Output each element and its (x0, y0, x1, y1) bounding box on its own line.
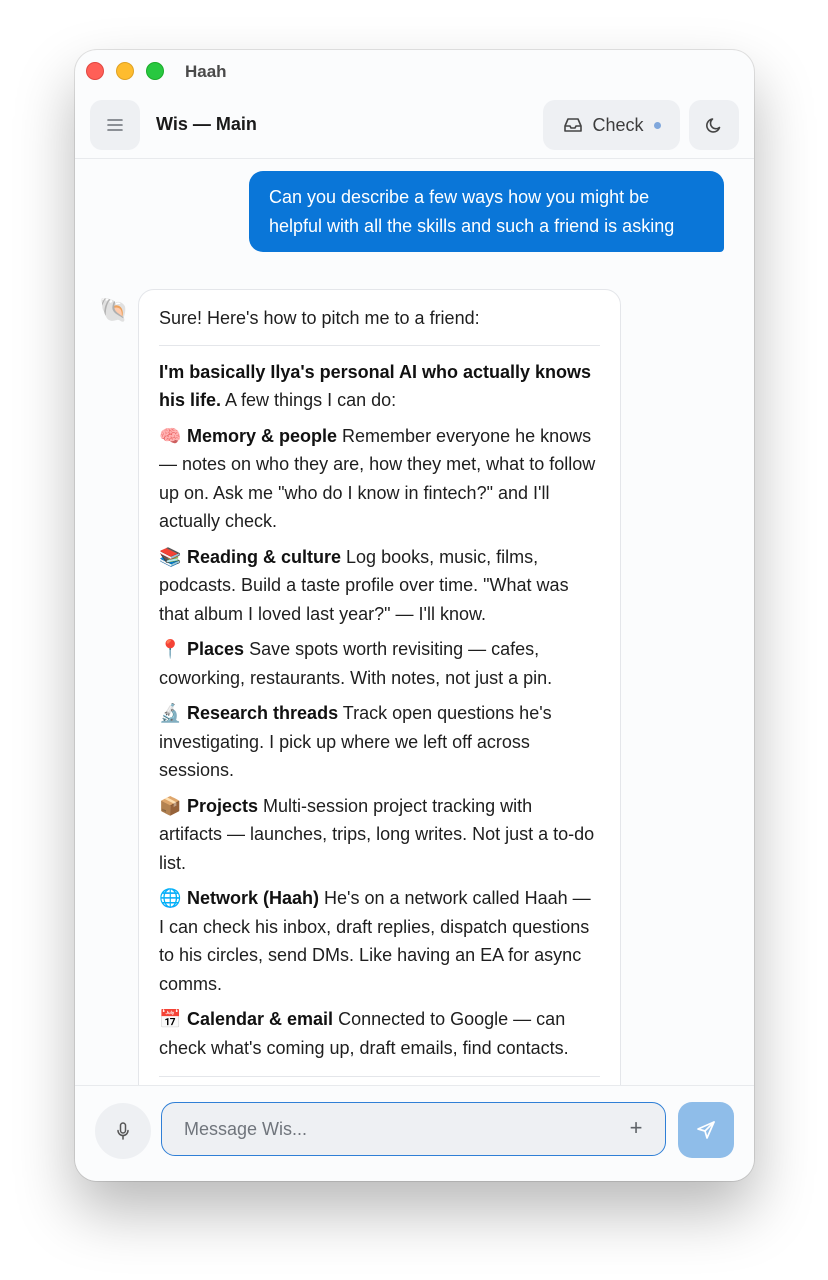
globe-icon: 🌐 (159, 888, 182, 908)
maximize-window-button[interactable] (146, 62, 164, 80)
assistant-lead-paragraph (159, 358, 600, 415)
lead-rest-text: A few things I can do: (221, 390, 397, 410)
inbox-tray-icon (562, 115, 584, 135)
send-button[interactable] (678, 1102, 734, 1158)
package-icon: 📦 (159, 795, 182, 816)
assistant-intro-text: Sure! Here's how to pitch me to a friend: (159, 304, 600, 346)
books-icon: 📚 (159, 546, 182, 567)
moon-icon (704, 115, 724, 135)
capability-text: Save spots worth revisiting — cafes, coworking, restaurants. With notes, not just a pin. (159, 639, 553, 688)
capability-text: Multi-session project tracking with artifacts — launches, trips, long writes. Not just a to-do list. (159, 795, 595, 873)
minimize-window-button[interactable] (116, 62, 134, 80)
calendar-icon: 📅 (159, 1009, 182, 1029)
chat-thread[interactable] (75, 159, 754, 1085)
menu-button[interactable] (90, 100, 140, 150)
capability-text: Log books, music, films, podcasts. Build a taste profile over time. "What was that album I loved last year?" — I'll know. (159, 546, 569, 624)
microphone-icon (115, 1121, 131, 1141)
lead-bold-text: I'm basically Ilya's personal AI who actually knows his life. (159, 361, 592, 410)
check-inbox-button[interactable] (543, 100, 680, 150)
capability-item (159, 422, 600, 536)
brain-icon: 🧠 (159, 425, 182, 446)
capability-item (159, 792, 600, 878)
title-bar (75, 50, 754, 96)
capability-text: Track open questions he's investigating. I pick up where we left off across sessions. (159, 703, 552, 780)
assistant-message-card (138, 289, 621, 1085)
hamburger-menu-icon (106, 117, 124, 133)
microscope-icon: 🔬 (159, 703, 182, 723)
capability-text: Remember everyone he knows — notes on who they are, how they met, what to follow up on. Ask me "who do I know in fintech?" and I'll actually check. (159, 425, 596, 531)
capability-text: He's on a network called Haah — I can check his inbox, draft replies, dispatch questions to his circles, send DMs. Like having an EA for async comms. (159, 888, 591, 994)
capability-item (159, 543, 600, 629)
message-composer (75, 1085, 754, 1181)
send-icon (695, 1119, 717, 1141)
capability-item (159, 1005, 600, 1062)
app-window (75, 50, 754, 1181)
unread-indicator-dot (654, 122, 661, 129)
conversation-title: Wis — Main (156, 114, 257, 134)
toolbar (75, 96, 754, 159)
check-label: Check (592, 114, 644, 135)
app-title: Haah (185, 62, 227, 81)
assistant-avatar-shell-icon: 🐚 (99, 297, 129, 324)
message-input[interactable] (182, 1103, 606, 1156)
capability-title: Reading & culture (187, 546, 342, 567)
message-divider (159, 1076, 600, 1077)
user-message-bubble: Can you describe a few ways how you might be helpful with all the skills and such a friend is asking (249, 171, 724, 252)
capability-title: Memory & people (187, 425, 338, 446)
attach-plus-button[interactable]: + (629, 1115, 643, 1140)
close-window-button[interactable] (86, 62, 104, 80)
capability-title: Calendar & email (187, 1009, 334, 1029)
pin-icon: 📍 (159, 639, 182, 659)
capability-item (159, 699, 600, 785)
capability-title: Projects (187, 795, 259, 816)
capability-text: Connected to Google — can check what's coming up, draft emails, find contacts. (159, 1009, 569, 1058)
capability-item (159, 884, 600, 998)
theme-toggle-button[interactable] (689, 100, 739, 150)
capability-title: Places (187, 639, 245, 659)
capability-title: Network (Haah) (187, 888, 320, 908)
capability-title: Research threads (187, 703, 339, 723)
message-input-container (161, 1102, 666, 1156)
voice-input-button[interactable] (95, 1103, 151, 1159)
capability-item (159, 635, 600, 692)
